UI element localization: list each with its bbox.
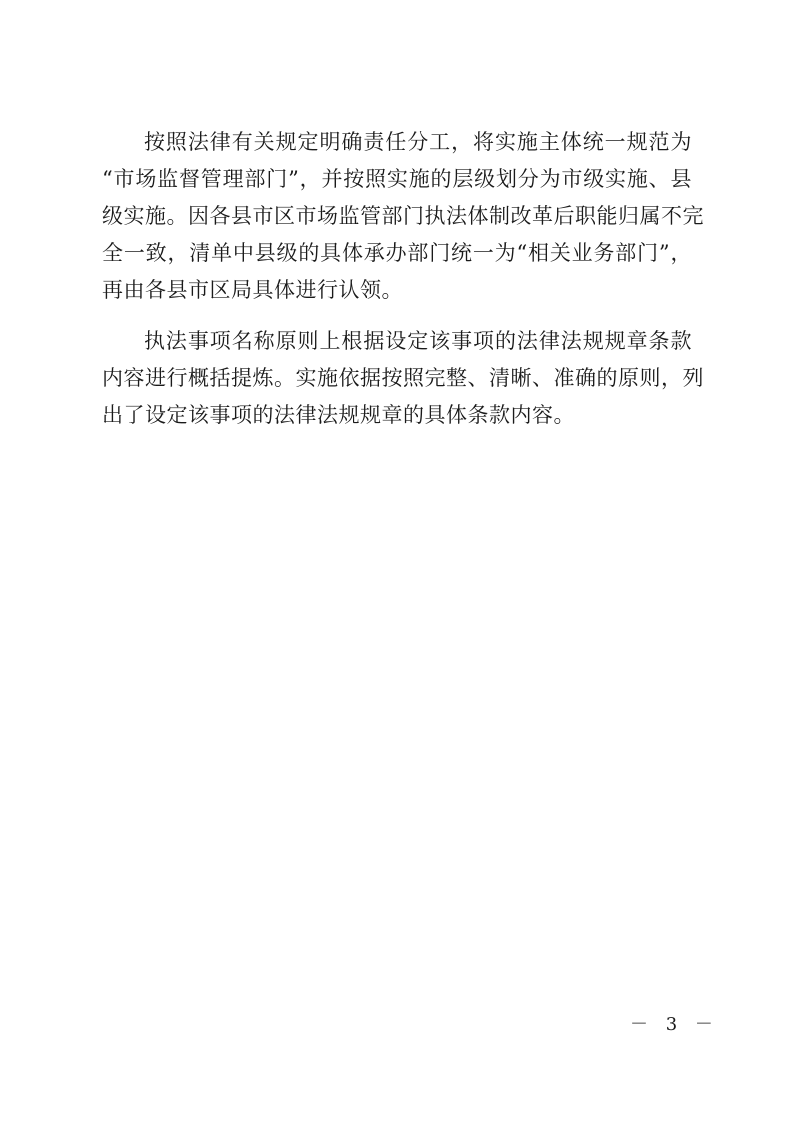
paragraph-line: 出了设定该事项的法律法规规章的具体条款内容。 — [102, 403, 575, 427]
paragraph-spacer — [102, 309, 692, 323]
page-number: － 3 － — [630, 1014, 719, 1035]
paragraph-responsibility — [102, 124, 704, 309]
paragraph-line: 执法事项名称原则上根据设定该事项的法律法规规章条款 — [144, 329, 692, 353]
paragraph-line: 再由各县市区局具体进行认领。 — [102, 278, 403, 302]
paragraph-line: “市场监督管理部门”，并按照实施的层级划分为市级实施、县 — [102, 167, 692, 191]
paragraph-line: 级实施。因各县市区市场监管部门执法体制改革后职能归属不完 — [102, 204, 704, 228]
paragraph-line: 内容进行概括提炼。实施依据按照完整、清晰、准确的原则，列 — [102, 366, 704, 390]
paragraph-line: 按照法律有关规定明确责任分工，将实施主体统一规范为 — [144, 130, 692, 154]
paragraph-item-names — [102, 323, 704, 434]
paragraph-line: 全一致，清单中县级的具体承办部门统一为“相关业务部门”， — [102, 241, 692, 265]
document-body — [102, 124, 704, 434]
